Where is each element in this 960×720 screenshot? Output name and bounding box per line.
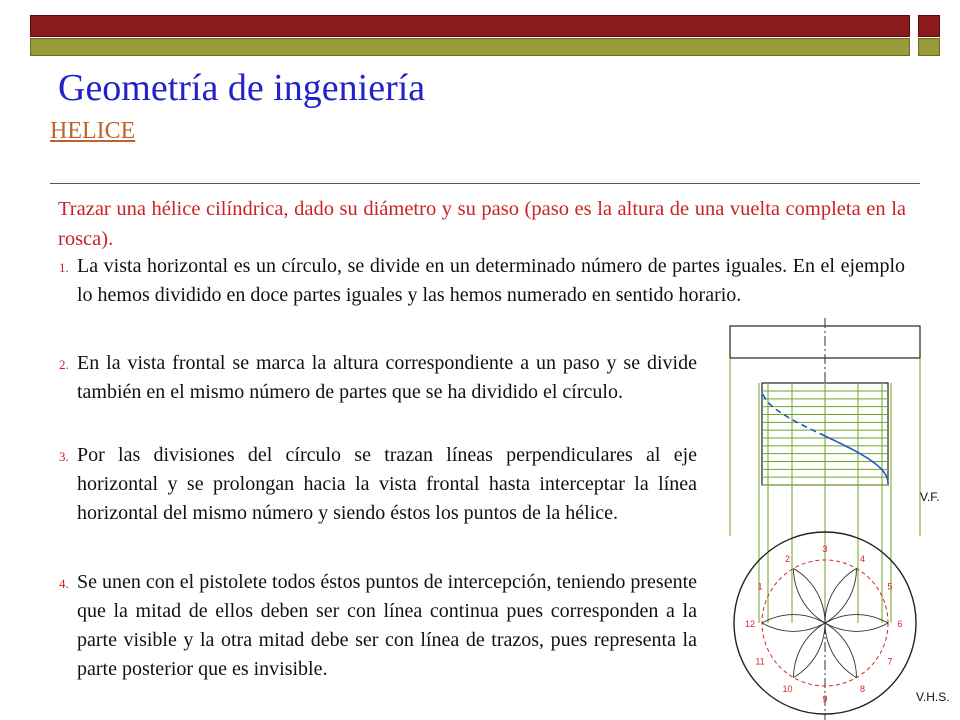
section-link[interactable]: HELICE — [50, 118, 136, 144]
step-text: Se unen con el pistolete todos éstos puntos de intercepción, teniendo presente que la mitad de ellos deben ser con línea continua pues corresponden a la parte visible y la otra mitad debe ser con línea de trazos, pues representa la parte posterior que es invisible. — [77, 571, 697, 680]
circle-number: 9 — [822, 694, 828, 704]
circle-number: 7 — [887, 656, 893, 667]
corner-square-olive — [918, 38, 940, 56]
step-1 — [59, 252, 905, 310]
helix-hidden — [762, 389, 825, 436]
helix-drawing — [700, 318, 960, 720]
page-title: Geometría de ingeniería — [58, 67, 426, 109]
construction-arc — [731, 505, 857, 631]
circle-number: 3 — [822, 544, 828, 554]
circle-number: 12 — [744, 619, 756, 629]
circle-number: 11 — [755, 656, 765, 667]
circle-number: 5 — [887, 581, 893, 592]
front-view-label: V.F. — [920, 490, 940, 504]
corner-square-red — [918, 15, 940, 37]
circle-number: 8 — [859, 684, 866, 694]
divider — [50, 183, 920, 184]
step-text: En la vista frontal se marca la altura correspondiente a un paso y se divide también en el mismo número de partes que se ha dividido el círculo. — [77, 352, 697, 403]
construction-arc — [794, 615, 920, 720]
intro-text: Trazar una hélice cilíndrica, dado su diámetro y su paso (paso es la altura de una vuelta completa en la rosca). — [58, 198, 906, 250]
step-text: La vista horizontal es un círculo, se divide en un determinado número de partes iguales. En el ejemplo lo hemos dividido en doce partes iguales y las hemos numerado en sentido horario. — [77, 255, 905, 306]
step-text: Por las divisiones del círculo se trazan líneas perpendiculares al eje horizontal y se prolongan hacia la vista frontal hasta interceptar la línea horizontal del mismo número y siendo éstos los puntos de la hélice. — [77, 444, 697, 524]
top-view-label: V.H.S. — [916, 690, 950, 704]
header-bar-red — [30, 15, 910, 37]
step-number: 2. — [59, 357, 69, 372]
circle-number: 2 — [784, 554, 791, 564]
construction-arc — [731, 615, 857, 720]
step-number: 4. — [59, 576, 69, 591]
circle-number: 1 — [757, 581, 763, 592]
helix-visible — [825, 436, 888, 483]
step-2 — [59, 349, 697, 407]
step-4 — [59, 568, 697, 684]
header-bar-olive — [30, 38, 910, 56]
circle-number: 4 — [859, 554, 866, 564]
circle-number: 6 — [897, 619, 903, 629]
step-number: 3. — [59, 449, 69, 464]
step-3 — [59, 441, 697, 528]
step-number: 1. — [59, 260, 69, 275]
circle-number: 10 — [782, 684, 793, 694]
